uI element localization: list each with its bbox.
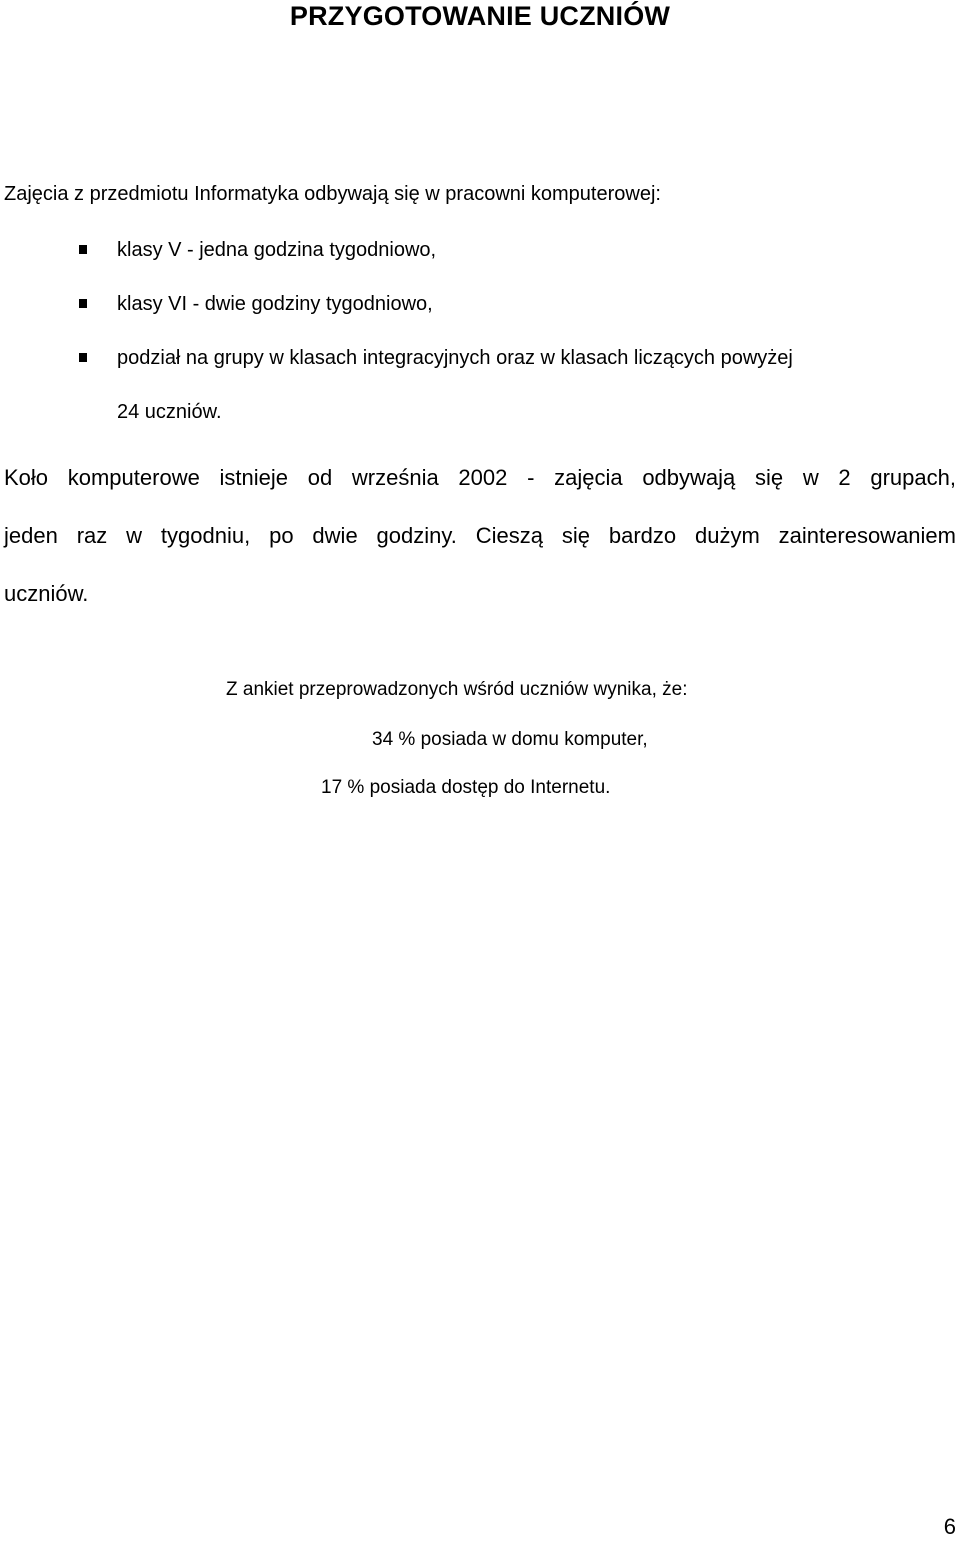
square-bullet-icon (79, 299, 87, 308)
survey-line-computer: 34 % posiada w domu komputer, (372, 729, 648, 750)
list-item (0, 290, 960, 318)
paragraph-line: uczniów. (4, 581, 89, 606)
intro-text: Zajęcia z przedmiotu Informatyka odbywają się w pracowni komputerowej: (4, 183, 661, 205)
page-number: 6 (943, 1514, 956, 1539)
page-title: PRZYGOTOWANIE UCZNIÓW (289, 1, 671, 31)
bullet-list (0, 236, 960, 426)
list-item-text: podział na grupy w klasach integracyjnych oraz w klasach liczących powyżej (117, 347, 793, 369)
paragraph-line: jeden raz w tygodniu, po dwie godziny. Cieszą się bardzo dużym zainteresowaniem (4, 523, 956, 548)
survey-line-internet: 17 % posiada dostęp do Internetu. (321, 777, 611, 798)
square-bullet-icon (79, 245, 87, 254)
survey-heading: Z ankiet przeprowadzonych wśród uczniów wynika, że: (226, 679, 688, 700)
club-paragraph (4, 449, 956, 623)
list-item (0, 344, 960, 426)
list-item-continuation: 24 uczniów. (117, 401, 222, 423)
list-item-text: klasy VI - dwie godziny tygodniowo, (117, 293, 433, 315)
square-bullet-icon (79, 353, 87, 362)
paragraph-line: Koło komputerowe istnieje od września 2002 - zajęcia odbywają się w 2 grupach, (4, 465, 956, 490)
list-item-text: klasy V - jedna godzina tygodniowo, (117, 239, 437, 261)
list-item (0, 236, 960, 264)
